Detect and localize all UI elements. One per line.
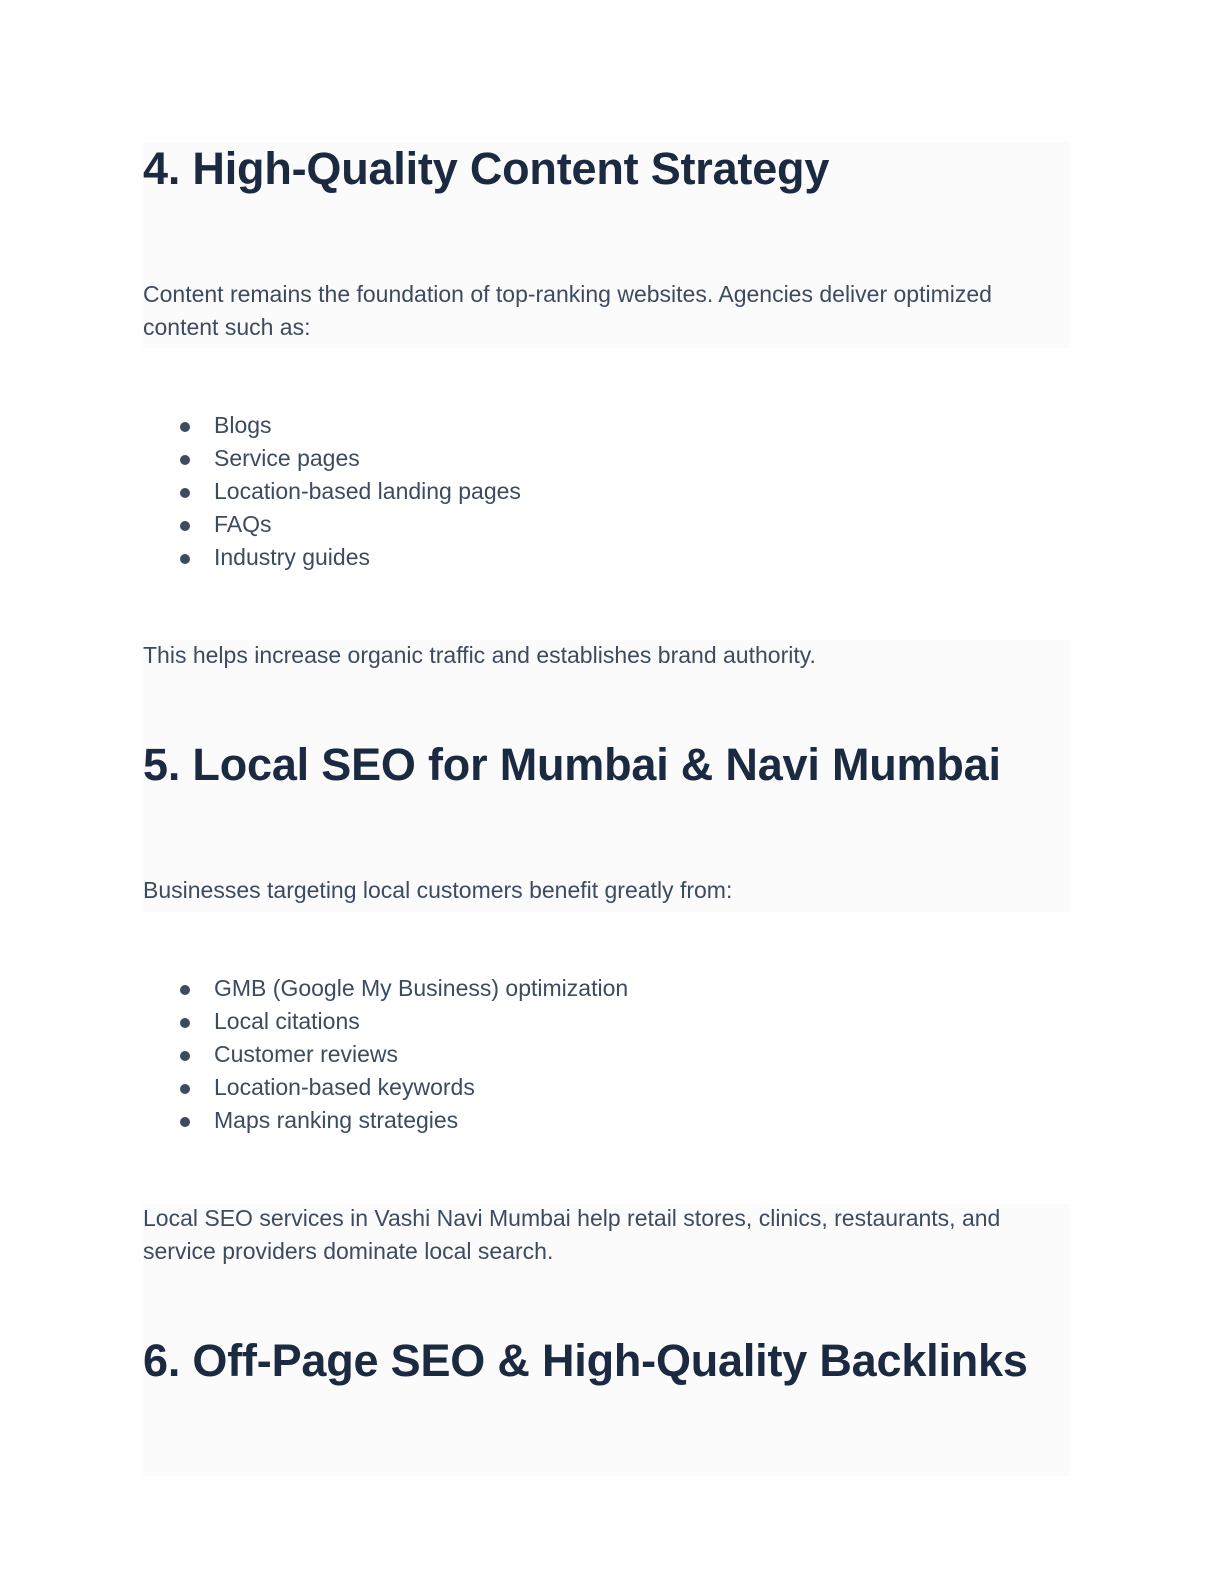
list-item: Local citations [143, 1005, 628, 1038]
bullet-icon [180, 455, 190, 465]
section-4-intro: Content remains the foundation of top-ranking websites. Agencies deliver optimized content such as: [143, 281, 992, 340]
bullet-icon [180, 488, 190, 498]
section-5-outro: Local SEO services in Vashi Navi Mumbai help retail stores, clinics, restaurants, and service providers dominate local search. [143, 1205, 1001, 1264]
section-5-list [143, 972, 628, 1137]
section-4-list [143, 409, 521, 574]
list-item: Customer reviews [143, 1038, 628, 1071]
section-4-outro: This helps increase organic traffic and establishes brand authority. [143, 642, 816, 668]
list-item: Location-based landing pages [143, 475, 521, 508]
list-item: Service pages [143, 442, 521, 475]
bullet-icon [180, 1018, 190, 1028]
list-item: Blogs [143, 409, 521, 442]
section-5-heading: 5. Local SEO for Mumbai & Navi Mumbai [143, 739, 1001, 790]
bullet-icon [180, 554, 190, 564]
bullet-icon [180, 1117, 190, 1127]
list-item: FAQs [143, 508, 521, 541]
list-item: Maps ranking strategies [143, 1104, 628, 1137]
list-item: GMB (Google My Business) optimization [143, 972, 628, 1005]
section-4-heading: 4. High-Quality Content Strategy [143, 143, 830, 194]
section-5-intro: Businesses targeting local customers benefit greatly from: [143, 877, 733, 903]
bullet-icon [180, 1051, 190, 1061]
bullet-icon [180, 1084, 190, 1094]
bullet-icon [180, 422, 190, 432]
bullet-icon [180, 521, 190, 531]
bullet-icon [180, 985, 190, 995]
list-item: Location-based keywords [143, 1071, 628, 1104]
list-item: Industry guides [143, 541, 521, 574]
section-6-heading: 6. Off-Page SEO & High-Quality Backlinks [143, 1335, 1028, 1386]
